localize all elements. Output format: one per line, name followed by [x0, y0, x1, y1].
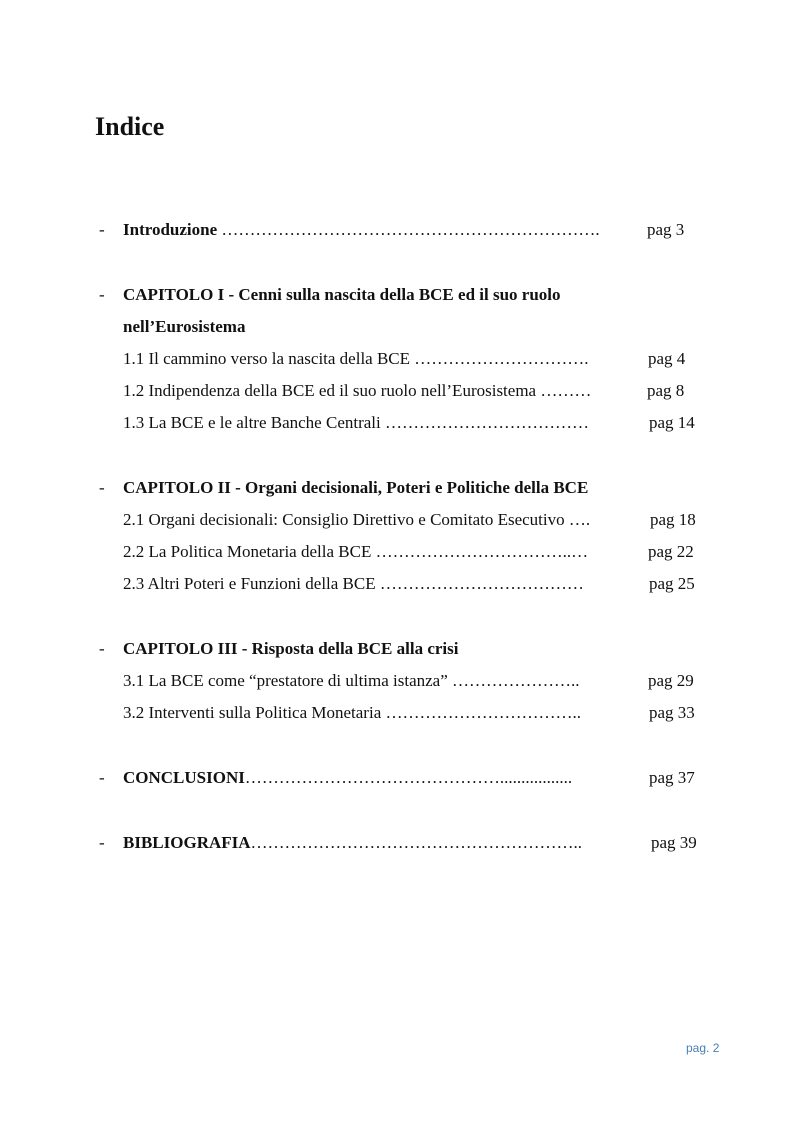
- toc-item-text: 3.2 Interventi sulla Politica Monetaria ……………………………..: [123, 703, 581, 722]
- toc-entry-text: [123, 766, 572, 790]
- toc-page-number: pag 25: [649, 574, 695, 593]
- toc-page-number: pag 8: [647, 381, 685, 400]
- toc-entry-label: CONCLUSIONI: [123, 768, 245, 787]
- toc-leader-dots: ……………………………………….................: [244, 768, 573, 787]
- toc-chapter-title: CAPITOLO III - Risposta della BCE alla crisi: [123, 639, 459, 658]
- toc-item-text: 3.1 La BCE come “prestatore di ultima istanza” …………………..: [123, 671, 580, 690]
- toc-page-number: pag 33: [649, 703, 695, 722]
- toc-item-text: 2.3 Altri Poteri e Funzioni della BCE ………………………………: [123, 574, 584, 593]
- toc-item-text: 1.2 Indipendenza della BCE ed il suo ruolo nell’Eurosistema ………: [123, 381, 592, 400]
- toc-page-number: pag 22: [648, 542, 694, 561]
- toc-dash: -: [99, 768, 105, 787]
- toc-entry-label: Introduzione: [123, 220, 218, 239]
- toc-page-number: pag 37: [649, 768, 695, 787]
- toc-chapter-title: CAPITOLO I - Cenni sulla nascita della BCE ed il suo ruolo: [123, 285, 561, 304]
- toc-dash: -: [99, 220, 105, 239]
- toc-chapter-title: CAPITOLO II - Organi decisionali, Poteri e Politiche della BCE: [123, 478, 589, 497]
- toc-page-number: pag 29: [648, 671, 694, 690]
- toc-page-number: pag 4: [648, 349, 686, 368]
- toc-dash: -: [99, 833, 105, 852]
- toc-entry-text: [123, 218, 600, 242]
- toc-page-number: pag 3: [647, 220, 685, 239]
- page-number-footer: pag. 2: [686, 1041, 720, 1055]
- toc-leader-dots: …………………………………………………..: [250, 833, 583, 852]
- toc-page-number: pag 39: [651, 833, 697, 852]
- toc-item-text: 1.1 Il cammino verso la nascita della BCE ………………………….: [123, 349, 589, 368]
- toc-chapter-title-cont: nell’Eurosistema: [123, 317, 246, 336]
- toc-item-text: 1.3 La BCE e le altre Banche Centrali ………………………………: [123, 413, 589, 432]
- toc-entry-text: [123, 831, 582, 855]
- toc-dash: -: [99, 285, 105, 304]
- toc-page-number: pag 18: [650, 510, 696, 529]
- toc-page-number: pag 14: [649, 413, 695, 432]
- toc-item-text: 2.2 La Politica Monetaria della BCE ……………………………..…: [123, 542, 589, 561]
- toc-dash: -: [99, 639, 105, 658]
- toc-leader-dots: ………………………………………………………….: [217, 220, 600, 239]
- toc-dash: -: [99, 478, 105, 497]
- page-title: Indice: [95, 112, 165, 141]
- toc-item-text: 2.1 Organi decisionali: Consiglio Direttivo e Comitato Esecutivo ….: [123, 510, 591, 529]
- toc-entry-label: BIBLIOGRAFIA: [123, 833, 251, 852]
